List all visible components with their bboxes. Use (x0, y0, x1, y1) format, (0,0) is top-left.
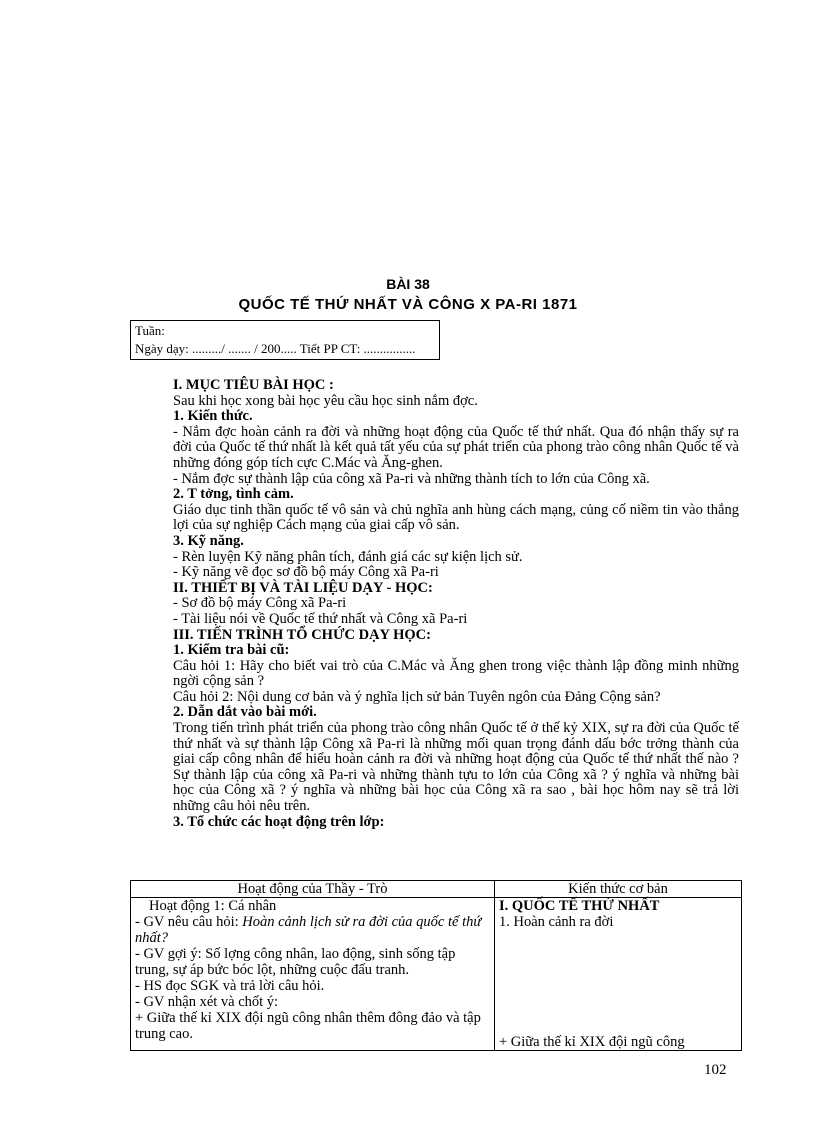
activities-table (130, 880, 742, 1058)
lesson-number: BÀI 38 (386, 276, 430, 292)
teacher-hint: - GV gợi ý: Số lợng công nhân, lao động, sinh sống tập trung, sự áp bức bóc lột, những cuộc đấu tranh. (135, 946, 456, 978)
knowledge-cell (495, 898, 742, 1051)
teacher-conclusion: - GV nhận xét và chốt ý: (135, 994, 279, 1010)
activities-title: 3. Tổ chức các hoạt động trên lớp: (173, 813, 385, 830)
review-title: 1. Kiểm tra bài cũ: (173, 642, 290, 659)
objectives-intro: Sau khi học xong bài học yêu cầu học sinh nắm đợc. (173, 392, 478, 409)
skills-item-2: - Kỹ năng vẽ đọc sơ đồ bộ máy Công xã Pa-ri (173, 564, 439, 581)
page-number: 102 (704, 1062, 727, 1078)
knowledge-section-title: I. QUỐC TẾ THỨ NHẤT (499, 898, 660, 914)
knowledge-subtitle: 1. Hoàn cảnh ra đời (499, 914, 614, 930)
date-line: Ngày dạy: ........./ ....... / 200..... Tiết PP CT: ................ (135, 341, 416, 356)
activity-cell (131, 898, 495, 1051)
knowledge-title: 1. Kiến thức. (173, 408, 253, 425)
section-process-title: III. TIẾN TRÌNH TỔ CHỨC DẠY HỌC: (173, 626, 431, 643)
teacher-question (135, 914, 490, 946)
lesson-title: QUỐC TẾ THỨ NHẤT VÀ CÔNG X PA-RI 1871 (238, 296, 578, 313)
equipment-item-1: - Sơ đồ bộ máy Công xã Pa-ri (173, 595, 347, 612)
activity-title: Hoạt động 1: Cá nhân (149, 898, 277, 914)
basic-knowledge-header: Kiến thức cơ bản (495, 881, 742, 898)
skills-title: 3. Kỹ năng. (173, 532, 244, 549)
knowledge-paragraph-1: - Nắm đợc hoàn cảnh ra đời và những hoạt động của Quốc tế thứ nhất. Qua đó nhận thấy sự ra đời của Quốc tế thứ nhất là kết quả tất yếu của sự phát triển của phong trào công nhân Quốc tế và những đóng góp tích cực C.Mác và Ăng-ghen. (173, 423, 739, 471)
equipment-item-2: - Tài liệu nói về Quốc tế thứ nhất và Công xã Pa-ri (173, 610, 468, 627)
attitude-paragraph: Giáo dục tinh thần quốc tế vô sản và chủ nghĩa anh hùng cách mạng, củng cố niềm tin vào thắng lợi của sự nghiệp Cách mạng của giai cấp vô sản. (173, 501, 739, 534)
teacher-question-prefix: - GV nêu câu hỏi: (135, 914, 243, 930)
week-label: Tuần: (135, 323, 165, 338)
section-objectives-title: I. MỤC TIÊU BÀI HỌC : (173, 377, 334, 393)
schedule-box (130, 320, 440, 360)
student-task: - HS đọc SGK và trả lời câu hỏi. (135, 978, 325, 994)
conclusion-point: + Giữa thế kỉ XIX đội ngũ công nhân thêm đông đảo và tập trung cao. (135, 1010, 481, 1042)
knowledge-point: + Giữa thế kỉ XIX đội ngũ công (499, 1034, 685, 1050)
review-question-2: Câu hỏi 2: Nội dung cơ bản và ý nghĩa lịch sử bản Tuyên ngôn của Đảng Cộng sản? (173, 688, 661, 705)
introduction-paragraph: Trong tiến trình phát triển của phong trào công nhân Quốc tế ở thế kỷ XIX, sự ra đời của Quốc tế thứ nhất và sự thành lập Công xã Pa-ri là những mối quan trọng đánh dấu bớc trởng thành của giai cấp công nhân để hiểu hoàn cảnh ra đời và những hoạt động của Quốc tế thứ nhất thế nào ? Sự thành lập của công xã Pa-ri và những thành tựu to lớn của Công xã ? ý nghĩa và những bài học của Công xã ? ý nghĩa và những bài học của Công xã ra sao , bài học hôm nay sẽ trả lời những câu hỏi nêu trên. (173, 720, 739, 815)
attitude-title: 2. T tởng, tình cảm. (173, 486, 294, 503)
teacher-student-header: Hoạt động của Thầy - Trò (131, 881, 495, 898)
review-question-1: Câu hỏi 1: Hãy cho biết vai trò của C.Mác và Ăng ghen trong việc thành lập đồng minh những ngời cộng sản ? (173, 657, 739, 690)
teacher-question-text: Hoàn cảnh lịch sử ra đời của quốc tế thứ nhất? (135, 914, 482, 946)
lesson-content (173, 378, 739, 830)
knowledge-paragraph-2: - Nắm đợc sự thành lập của công xã Pa-ri và những thành tích to lớn của Công xã. (173, 470, 650, 487)
section-equipment-title: II. THIẾT BỊ VÀ TÀI LIỆU DẠY - HỌC: (173, 579, 433, 596)
introduction-title: 2. Dẫn dắt vào bài mới. (173, 704, 317, 721)
skills-item-1: - Rèn luyện Kỹ năng phân tích, đánh giá các sự kiện lịch sử. (173, 548, 523, 565)
